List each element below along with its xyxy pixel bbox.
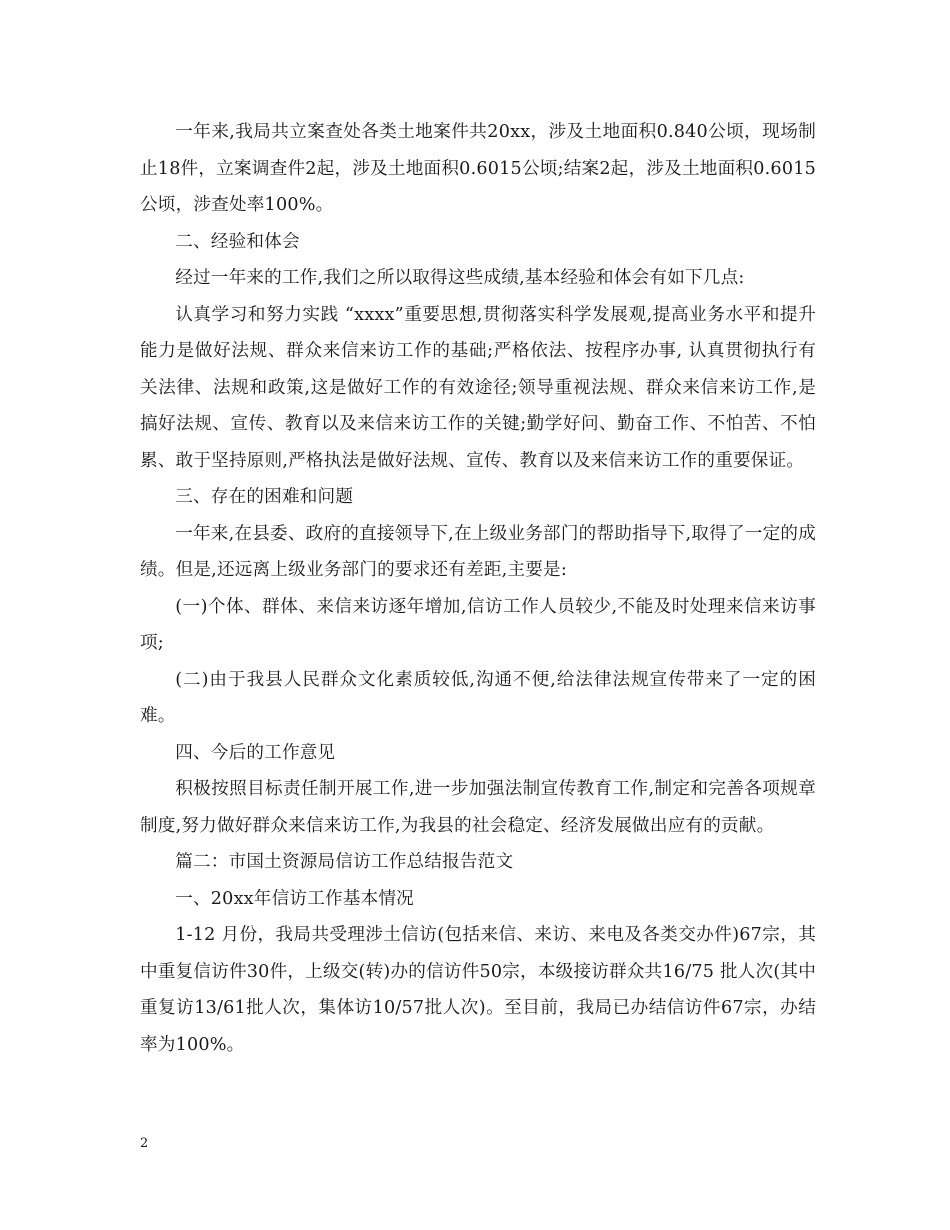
paragraph-experience-intro: 经过一年来的工作,我们之所以取得这些成绩,基本经验和体会有如下几点: [175,268,745,288]
paragraph-experience-details: 认真学习和努力实践 “xxxx”重要思想,贯彻落实科学发展观,提高业务水平和提升能力是做好法规、群众来信来访工作的基础;严格依法、按程序办事, 认真贯彻执行有关法律、法规和政策,这是做好工作的有效途径;领导重视法规、群众来信来访工作,是搞好法规、宣传、教育以及来信来访工作的关键;勤学好问、勤奋工作、不怕苦、不怕累、敢于坚持原则,严格执法是做好法规、宣传、教育以及来信来访工作的重要保证。 [140,304,816,471]
paragraph-basic-situation: 1-12 月份，我局共受理涉土信访(包括来信、来访、来电及各类交办件)67宗，其中重复信访件30件，上级交(转)办的信访件50宗，本级接访群众共16/75 批人次(其中重复访13/61批人次，集体访10/57批人次)。至目前，我局已办结信访件67宗，办结率为100%。 [140,925,816,1055]
page-number: 2 [140,1136,149,1151]
paragraph-difficulty-1: (一)个体、群体、来信来访逐年增加,信访工作人员较少,不能及时处理来信来访事项; [140,596,816,653]
heading-basic-situation: 一、20xx年信访工作基本情况 [175,888,414,909]
paragraph-future-work: 积极按照目标责任制开展工作,进一步加强法制宣传教育工作,制定和完善各项规章制度,努力做好群众来信来访工作,为我县的社会稳定、经济发展做出应有的贡献。 [140,779,816,836]
paragraph-difficulties-intro: 一年来,在县委、政府的直接领导下,在上级业务部门的帮助指导下,取得了一定的成绩。但是,还远离上级业务部门的要求还有差距,主要是: [140,523,816,580]
heading-experience: 二、经验和体会 [175,231,300,252]
heading-difficulties: 三、存在的困难和问题 [175,487,354,507]
paragraph-case-statistics: 一年来,我局共立案查处各类土地案件共20xx，涉及土地面积0.840公顷，现场制止18件，立案调查件2起，涉及土地面积0.6015公顷;结案2起，涉及土地面积0.6015公顷，涉查处率100%。 [140,122,816,215]
paragraph-difficulty-2: (二)由于我县人民群众文化素质较低,沟通不便,给法律法规宣传带来了一定的困难。 [140,669,816,726]
heading-future-work: 四、今后的工作意见 [175,742,336,763]
heading-part-two: 篇二：市国土资源局信访工作总结报告范文 [175,852,514,872]
document-body [140,114,816,1063]
